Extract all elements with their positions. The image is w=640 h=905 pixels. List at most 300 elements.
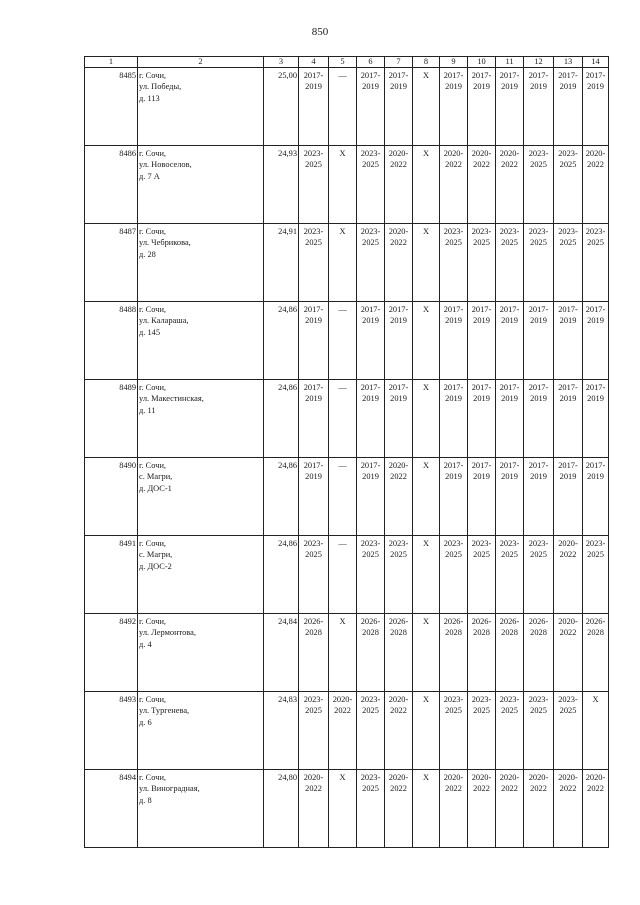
- period-cell: [299, 146, 329, 224]
- period-cell: [468, 614, 496, 692]
- period-cell: [357, 536, 385, 614]
- column-header: 14: [583, 57, 609, 68]
- cell-line: 2017-: [303, 383, 324, 392]
- cell-line: 2025: [362, 784, 379, 794]
- cell-line: 2017-: [360, 71, 381, 80]
- cell-line: 2017-: [499, 383, 520, 392]
- table-body: [85, 68, 609, 848]
- period-cell: [299, 68, 329, 146]
- cell-line: 2020-: [558, 617, 578, 626]
- cell-line: 2026-: [360, 617, 381, 626]
- cell-line: д. 145: [139, 327, 161, 337]
- cell-line: 2025: [587, 238, 604, 248]
- area-cell: 24,86: [264, 302, 299, 380]
- cell-line: 2025: [559, 160, 577, 170]
- period-cell: [554, 146, 583, 224]
- period-cell: [468, 536, 496, 614]
- cell-line: 2017-: [499, 461, 520, 470]
- cell-line: X: [339, 617, 346, 626]
- cell-line: 2025: [501, 550, 518, 560]
- cell-line: г. Сочи,: [139, 149, 167, 158]
- cell-line: 2019: [390, 316, 407, 326]
- cell-line: 2019: [473, 472, 490, 482]
- cell-line: 2025: [390, 550, 407, 560]
- cell-line: X: [422, 617, 430, 626]
- column-header: 11: [496, 57, 524, 68]
- cell-line: 2019: [362, 472, 379, 482]
- cell-line: ул. Лермонтова,: [139, 628, 196, 638]
- period-cell: [440, 146, 468, 224]
- period-cell: [554, 614, 583, 692]
- cell-line: 2019: [473, 394, 490, 404]
- cell-line: 2017-: [585, 71, 606, 80]
- period-cell: [299, 224, 329, 302]
- period-cell: [468, 224, 496, 302]
- cell-line: 2026-: [499, 617, 520, 626]
- cell-line: 2017-: [585, 305, 606, 314]
- cell-line: г. Сочи,: [139, 539, 167, 548]
- cell-line: 2023-: [585, 227, 606, 236]
- period-cell: [524, 380, 554, 458]
- cell-line: д. 28: [139, 249, 156, 259]
- cell-line: 2023-: [499, 539, 520, 548]
- cell-line: 2020-: [388, 695, 409, 704]
- cell-line: г. Сочи,: [139, 461, 167, 470]
- table-row: [85, 302, 609, 380]
- cell-line: 2020-: [585, 149, 606, 158]
- cell-line: 2028: [501, 628, 518, 638]
- period-cell: [524, 302, 554, 380]
- cell-line: 2022: [390, 706, 407, 716]
- cell-line: с. Магри,: [139, 472, 173, 482]
- column-header: 12: [524, 57, 554, 68]
- period-cell: [468, 692, 496, 770]
- table-row: [85, 692, 609, 770]
- cell-line: 2022: [587, 160, 604, 170]
- area-cell: 24,86: [264, 380, 299, 458]
- cell-line: 2023-: [471, 539, 492, 548]
- area-cell: 24,91: [264, 224, 299, 302]
- cell-line: 2019: [473, 316, 490, 326]
- period-cell: [468, 146, 496, 224]
- cell-line: 2019: [445, 82, 462, 92]
- table-row: [85, 770, 609, 848]
- cell-line: 2017-: [585, 461, 606, 470]
- cell-line: 2017-: [303, 71, 324, 80]
- cell-line: 2023-: [528, 695, 549, 704]
- cell-line: —: [338, 71, 347, 80]
- cell-line: 2019: [445, 316, 462, 326]
- cell-line: 2019: [305, 472, 322, 482]
- cell-line: ул. Чебрикова,: [139, 238, 191, 248]
- period-cell: [299, 770, 329, 848]
- cell-line: 2020-: [471, 149, 492, 158]
- cell-line: ул. Тургенева,: [139, 706, 190, 716]
- table-row: [85, 536, 609, 614]
- cell-line: 2023-: [528, 227, 549, 236]
- period-cell: [329, 302, 357, 380]
- cell-line: 2019: [362, 316, 379, 326]
- cell-line: 2017-: [360, 461, 381, 470]
- cell-line: 2017-: [471, 383, 492, 392]
- period-cell: [468, 302, 496, 380]
- cell-line: 2017-: [585, 383, 606, 392]
- cell-line: 2023-: [360, 149, 381, 158]
- cell-line: 2025: [362, 550, 379, 560]
- cell-line: 2017-: [388, 305, 409, 314]
- period-cell: [554, 302, 583, 380]
- period-cell: [413, 224, 440, 302]
- cell-line: 2020-: [499, 149, 520, 158]
- cell-line: 2023-: [585, 539, 606, 548]
- cell-line: 2022: [501, 784, 518, 794]
- cell-line: 2020-: [388, 773, 409, 782]
- cell-line: 2022: [530, 784, 547, 794]
- period-cell: [554, 770, 583, 848]
- header-row: [85, 57, 609, 68]
- table-row: [85, 458, 609, 536]
- cell-line: д. 8: [139, 795, 152, 805]
- period-cell: [440, 614, 468, 692]
- cell-line: 2022: [559, 628, 577, 638]
- cell-line: 2019: [305, 82, 322, 92]
- cell-line: 2017-: [471, 461, 492, 470]
- cell-line: 2025: [445, 550, 462, 560]
- column-header: 10: [468, 57, 496, 68]
- cell-line: 2019: [587, 394, 604, 404]
- period-cell: [385, 770, 413, 848]
- area-cell: 25,00: [264, 68, 299, 146]
- period-cell: [524, 770, 554, 848]
- period-cell: [357, 68, 385, 146]
- cell-line: 2020-: [558, 539, 578, 548]
- period-cell: [468, 68, 496, 146]
- period-cell: [329, 68, 357, 146]
- cell-line: 2019: [362, 82, 379, 92]
- cell-line: 2028: [362, 628, 379, 638]
- cell-line: 2020-: [388, 149, 409, 158]
- cell-line: 2020-: [303, 773, 324, 782]
- period-cell: [583, 536, 609, 614]
- cell-line: 2020-: [558, 773, 578, 782]
- period-cell: [357, 146, 385, 224]
- cell-line: 2025: [473, 550, 490, 560]
- period-cell: [385, 614, 413, 692]
- row-number: 8491: [85, 536, 138, 614]
- period-cell: [554, 380, 583, 458]
- area-cell: 24,84: [264, 614, 299, 692]
- cell-line: г. Сочи,: [139, 383, 167, 392]
- period-cell: [440, 458, 468, 536]
- period-cell: [440, 536, 468, 614]
- cell-line: 2023-: [360, 227, 381, 236]
- cell-line: 2019: [305, 394, 322, 404]
- cell-line: 2019: [445, 472, 462, 482]
- period-cell: [357, 380, 385, 458]
- period-cell: [385, 224, 413, 302]
- cell-line: 2017-: [558, 71, 578, 80]
- cell-line: 2020-: [388, 227, 409, 236]
- address-cell: [138, 458, 264, 536]
- period-cell: [554, 458, 583, 536]
- cell-line: X: [422, 227, 430, 236]
- cell-line: 2020-: [471, 773, 492, 782]
- column-header: 6: [357, 57, 385, 68]
- cell-line: 2019: [559, 82, 577, 92]
- cell-line: 2023-: [303, 149, 324, 158]
- cell-line: 2017-: [528, 71, 549, 80]
- cell-line: 2020-: [443, 773, 464, 782]
- page-number: 850: [311, 26, 329, 38]
- row-number: 8488: [85, 302, 138, 380]
- period-cell: [524, 692, 554, 770]
- cell-line: 2019: [362, 394, 379, 404]
- table-row: [85, 614, 609, 692]
- period-cell: [299, 458, 329, 536]
- period-cell: [329, 770, 357, 848]
- cell-line: 2026-: [471, 617, 492, 626]
- cell-line: 2019: [390, 82, 407, 92]
- period-cell: [554, 692, 583, 770]
- period-cell: [440, 224, 468, 302]
- cell-line: X: [422, 539, 430, 548]
- column-header: 7: [385, 57, 413, 68]
- row-number: 8489: [85, 380, 138, 458]
- period-cell: [413, 692, 440, 770]
- cell-line: 2022: [587, 784, 604, 794]
- row-number: 8492: [85, 614, 138, 692]
- address-cell: [138, 302, 264, 380]
- period-cell: [583, 770, 609, 848]
- period-cell: [554, 224, 583, 302]
- cell-line: г. Сочи,: [139, 695, 167, 704]
- period-cell: [385, 692, 413, 770]
- cell-line: 2025: [445, 706, 462, 716]
- cell-line: г. Сочи,: [139, 71, 167, 80]
- cell-line: 2026-: [388, 617, 409, 626]
- cell-line: г. Сочи,: [139, 773, 167, 782]
- column-header: 4: [299, 57, 329, 68]
- address-cell: [138, 692, 264, 770]
- period-cell: [413, 536, 440, 614]
- period-cell: [413, 458, 440, 536]
- cell-line: 2022: [559, 550, 577, 560]
- cell-line: X: [339, 149, 346, 158]
- cell-line: 2028: [305, 628, 322, 638]
- period-cell: [496, 458, 524, 536]
- cell-line: 2019: [587, 316, 604, 326]
- cell-line: 2023-: [558, 149, 578, 158]
- cell-line: 2017-: [388, 383, 409, 392]
- cell-line: 2023-: [388, 539, 409, 548]
- period-cell: [413, 302, 440, 380]
- cell-line: 2023-: [443, 539, 464, 548]
- cell-line: 2020-: [388, 461, 409, 470]
- table-row: [85, 380, 609, 458]
- cell-line: 2017-: [471, 305, 492, 314]
- cell-line: ул. Калараша,: [139, 316, 189, 326]
- cell-line: 2028: [587, 628, 604, 638]
- period-cell: [524, 68, 554, 146]
- cell-line: 2025: [559, 238, 577, 248]
- cell-line: 2023-: [558, 695, 578, 704]
- period-cell: [299, 302, 329, 380]
- cell-line: X: [422, 149, 430, 158]
- cell-line: 2026-: [303, 617, 324, 626]
- cell-line: 2025: [362, 160, 379, 170]
- cell-line: 2020-: [443, 149, 464, 158]
- cell-line: 2028: [390, 628, 407, 638]
- cell-line: X: [339, 227, 346, 236]
- address-cell: [138, 770, 264, 848]
- cell-line: 2023-: [360, 695, 381, 704]
- cell-line: ул. Макестинская,: [139, 394, 204, 404]
- column-header: 5: [329, 57, 357, 68]
- cell-line: д. 113: [139, 93, 160, 103]
- area-cell: 24,83: [264, 692, 299, 770]
- period-cell: [524, 536, 554, 614]
- cell-line: 2023-: [528, 149, 549, 158]
- period-cell: [524, 614, 554, 692]
- cell-line: 2023-: [471, 227, 492, 236]
- cell-line: 2023-: [360, 773, 381, 782]
- period-cell: [440, 68, 468, 146]
- period-cell: [468, 458, 496, 536]
- period-cell: [413, 68, 440, 146]
- cell-line: 2019: [501, 82, 518, 92]
- cell-line: 2022: [501, 160, 518, 170]
- cell-line: 2023-: [303, 227, 324, 236]
- cell-line: 2019: [390, 394, 407, 404]
- row-number: 8486: [85, 146, 138, 224]
- cell-line: 2017-: [360, 383, 381, 392]
- cell-line: 2019: [559, 472, 577, 482]
- period-cell: [496, 770, 524, 848]
- period-cell: [583, 224, 609, 302]
- address-cell: [138, 224, 264, 302]
- cell-line: г. Сочи,: [139, 305, 167, 314]
- period-cell: [496, 536, 524, 614]
- cell-line: 2019: [305, 316, 322, 326]
- cell-line: X: [422, 305, 430, 314]
- cell-line: 2022: [473, 160, 490, 170]
- cell-line: X: [422, 773, 430, 782]
- cell-line: X: [339, 773, 346, 782]
- period-cell: [357, 224, 385, 302]
- cell-line: 2017-: [528, 305, 549, 314]
- period-cell: [496, 692, 524, 770]
- cell-line: 2017-: [528, 461, 549, 470]
- period-cell: [496, 68, 524, 146]
- cell-line: 2022: [305, 784, 322, 794]
- cell-line: д. 11: [139, 405, 156, 415]
- cell-line: ул. Новоселов,: [139, 160, 192, 170]
- cell-line: д. ДОС-1: [139, 483, 172, 493]
- cell-line: 2017-: [360, 305, 381, 314]
- address-cell: [138, 68, 264, 146]
- cell-line: 2025: [559, 706, 577, 716]
- cell-line: 2020-: [528, 773, 549, 782]
- cell-line: ул. Виноградная,: [139, 784, 200, 794]
- cell-line: 2025: [473, 238, 490, 248]
- period-cell: [329, 692, 357, 770]
- table-row: [85, 224, 609, 302]
- period-cell: [329, 146, 357, 224]
- period-cell: [440, 692, 468, 770]
- cell-line: 2025: [362, 238, 379, 248]
- cell-line: X: [592, 695, 599, 704]
- column-header: 2: [138, 57, 264, 68]
- cell-line: 2025: [445, 238, 462, 248]
- cell-line: 2017-: [388, 71, 409, 80]
- cell-line: 2020-: [499, 773, 520, 782]
- period-cell: [583, 614, 609, 692]
- column-header: 8: [413, 57, 440, 68]
- address-cell: [138, 536, 264, 614]
- cell-line: 2023-: [303, 539, 324, 548]
- cell-line: 2025: [501, 238, 518, 248]
- period-cell: [468, 770, 496, 848]
- address-cell: [138, 380, 264, 458]
- period-cell: [554, 68, 583, 146]
- cell-line: д. 4: [139, 639, 152, 649]
- cell-line: 2025: [587, 550, 604, 560]
- period-cell: [413, 770, 440, 848]
- period-cell: [583, 146, 609, 224]
- period-cell: [583, 68, 609, 146]
- cell-line: 2025: [530, 706, 547, 716]
- cell-line: 2019: [587, 82, 604, 92]
- period-cell: [496, 614, 524, 692]
- cell-line: 2017-: [528, 383, 549, 392]
- cell-line: 2025: [305, 160, 322, 170]
- row-number: 8485: [85, 68, 138, 146]
- period-cell: [385, 536, 413, 614]
- cell-line: 2028: [530, 628, 547, 638]
- cell-line: 2019: [501, 316, 518, 326]
- cell-line: 2022: [445, 160, 462, 170]
- period-cell: [496, 380, 524, 458]
- cell-line: 2019: [559, 316, 577, 326]
- period-cell: [385, 68, 413, 146]
- cell-line: 2017-: [499, 71, 520, 80]
- period-cell: [413, 146, 440, 224]
- cell-line: 2022: [390, 160, 407, 170]
- area-cell: 24,86: [264, 536, 299, 614]
- period-cell: [357, 614, 385, 692]
- period-cell: [496, 146, 524, 224]
- cell-line: д. 6: [139, 717, 152, 727]
- cell-line: 2028: [473, 628, 490, 638]
- cell-line: X: [422, 71, 430, 80]
- cell-line: 2025: [305, 238, 322, 248]
- cell-line: 2023-: [499, 695, 520, 704]
- address-cell: [138, 146, 264, 224]
- cell-line: 2028: [445, 628, 462, 638]
- cell-line: 2025: [305, 706, 322, 716]
- cell-line: 2023-: [499, 227, 520, 236]
- period-cell: [385, 380, 413, 458]
- cell-line: 2019: [530, 316, 547, 326]
- cell-line: 2026-: [585, 617, 606, 626]
- cell-line: 2019: [473, 82, 490, 92]
- cell-line: 2025: [530, 550, 547, 560]
- cell-line: с. Магри,: [139, 550, 173, 560]
- schedule-table: [84, 56, 609, 848]
- period-cell: [385, 302, 413, 380]
- period-cell: [299, 380, 329, 458]
- cell-line: 2025: [362, 706, 379, 716]
